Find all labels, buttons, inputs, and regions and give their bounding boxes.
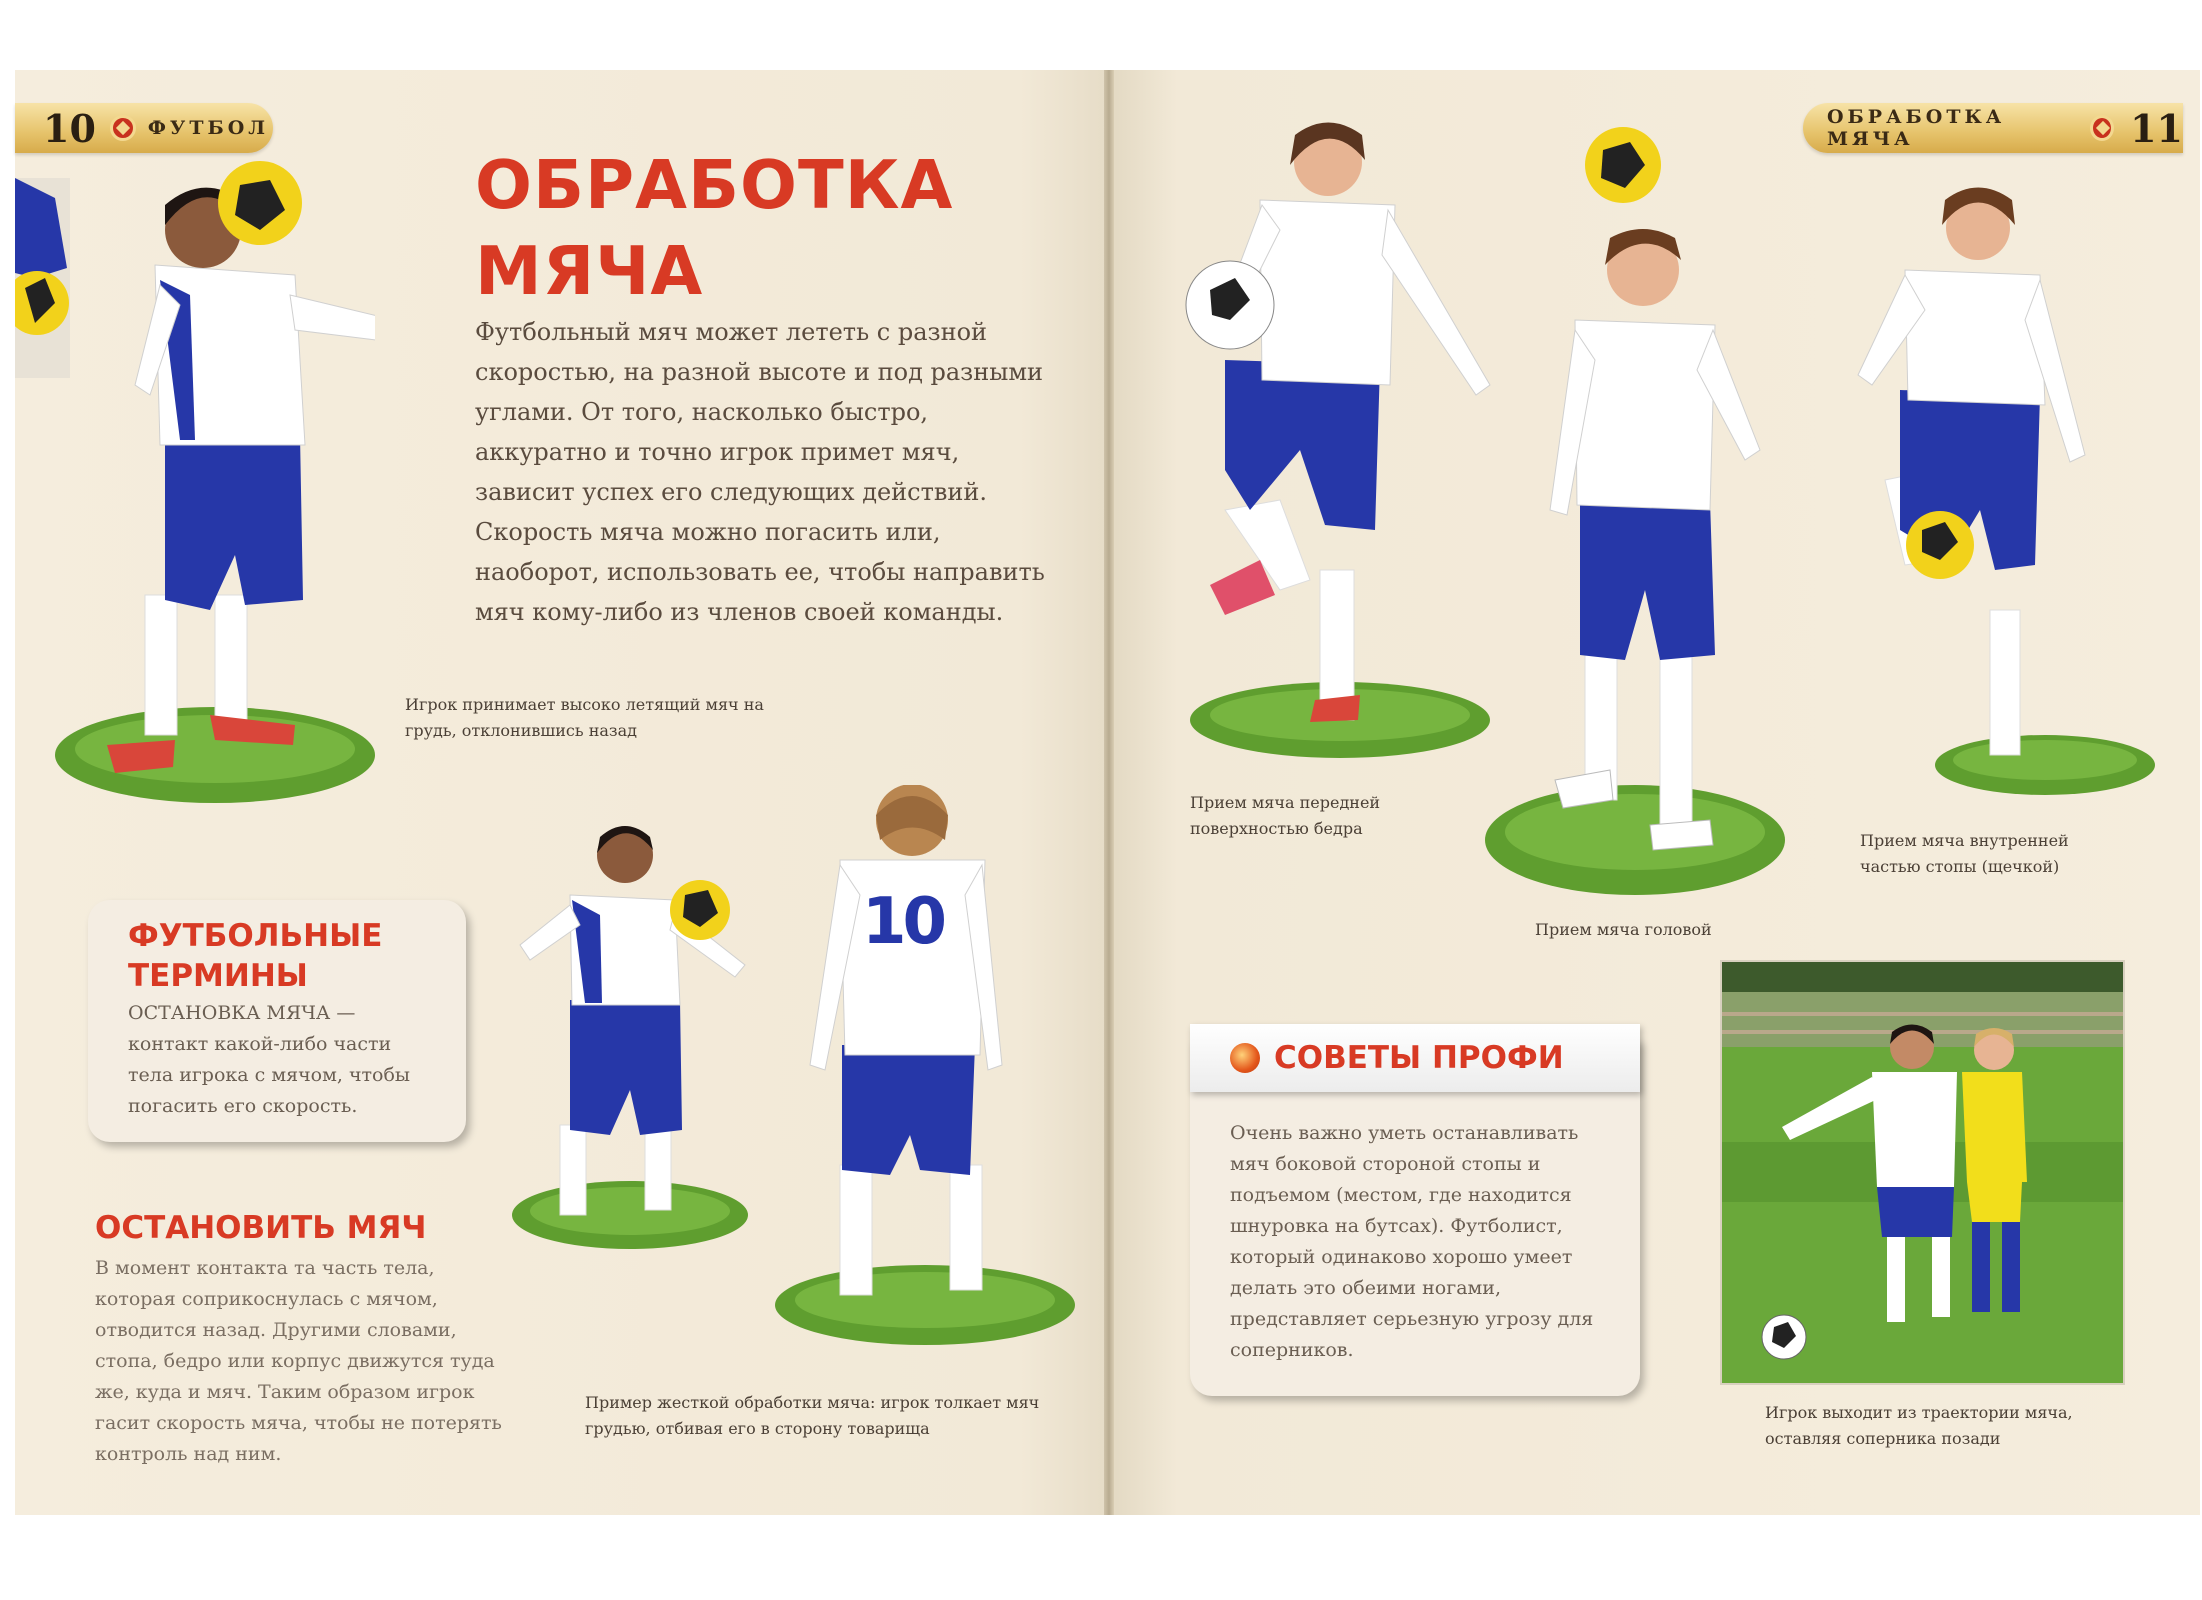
- caption-hard-control: Пример жесткой обработки мяча: игрок толкает мяч грудью, отбивая его в сторону товарища: [585, 1393, 1040, 1438]
- caption-thigh-control: Прием мяча передней поверхностью бедра: [1190, 793, 1381, 838]
- book-gutter: [1104, 70, 1114, 1515]
- right-page-number: 11: [2130, 105, 2183, 151]
- terms-text: ОСТАНОВКА МЯЧА — контакт какой-либо части тела игрока с мячом, чтобы погасить его скорость.: [128, 1002, 411, 1117]
- intro-paragraph: Футбольный мяч может лететь с разной скоростью, на разной высоте и под разными углами. От того, насколько быстро, аккуратно и точно игрок примет мяч, зависит успех его следующих действий. Скорость мяча можно погасить или, наоборот, использовать ее, чтобы направить мяч кому-либо из членов своей команды.: [475, 318, 1045, 626]
- page-title-line1: ОБРАБОТКА: [475, 146, 954, 224]
- page-title: [475, 142, 953, 314]
- stop-ball-text: В момент контакта та часть тела, которая соприкоснулась с мячом, отводится назад. Другими словами, стопа, бедро или корпус движутся туда же, куда и мяч. Таким образом игрок гасит скорость мяча, чтобы не потерять контроль над ним.: [95, 1257, 502, 1465]
- ball-emblem-icon: [2090, 115, 2114, 141]
- tips-text: Очень важно уметь останавливать мяч боковой стороной стопы и подъемом (местом, где находится шнуровка на бутсах). Футболист, который одинаково хорошо умеет делать это обеими ногами, представляет серьезную угрозу для соперников.: [1230, 1122, 1594, 1361]
- stop-ball-heading: ОСТАНОВИТЬ МЯЧ: [95, 1210, 427, 1246]
- left-page-number: 10: [43, 105, 96, 151]
- ball-badge-icon: [1230, 1043, 1260, 1073]
- player-foot-control-photo: [1840, 180, 2160, 800]
- caption-foot-control: Прием мяча внутренней частью стопы (щечкой): [1860, 831, 2069, 876]
- tips-heading: СОВЕТЫ ПРОФИ: [1274, 1040, 1564, 1076]
- right-page-header: [1803, 103, 2183, 153]
- player-thigh-control-photo: [1150, 110, 1510, 760]
- right-section-title: ОБРАБОТКА МЯЧА: [1827, 106, 2006, 150]
- page-title-line2: МЯЧА: [475, 232, 704, 310]
- player-head-control-photo: [1475, 120, 1795, 900]
- player-chest-control-photo: [45, 155, 375, 805]
- terms-box: [88, 900, 466, 1142]
- caption-head-control: Прием мяча головой: [1535, 920, 1712, 939]
- match-field-photo: [1720, 960, 2125, 1385]
- left-page-header: [15, 103, 273, 153]
- caption-field: Игрок выходит из траектории мяча, оставляя соперника позади: [1765, 1403, 2073, 1448]
- player-back-view-photo: [770, 785, 1080, 1345]
- ball-emblem-icon: [110, 115, 136, 141]
- left-section-title: ФУТБОЛ: [147, 117, 270, 139]
- terms-heading: ФУТБОЛЬНЫЕ ТЕРМИНЫ: [128, 918, 383, 994]
- tips-header: [1190, 1024, 1640, 1092]
- player-chest-bump-photo: [500, 815, 750, 1255]
- jersey-number: 10: [862, 885, 944, 959]
- caption-chest-control: Игрок принимает высоко летящий мяч на грудь, отклонившись назад: [405, 695, 764, 740]
